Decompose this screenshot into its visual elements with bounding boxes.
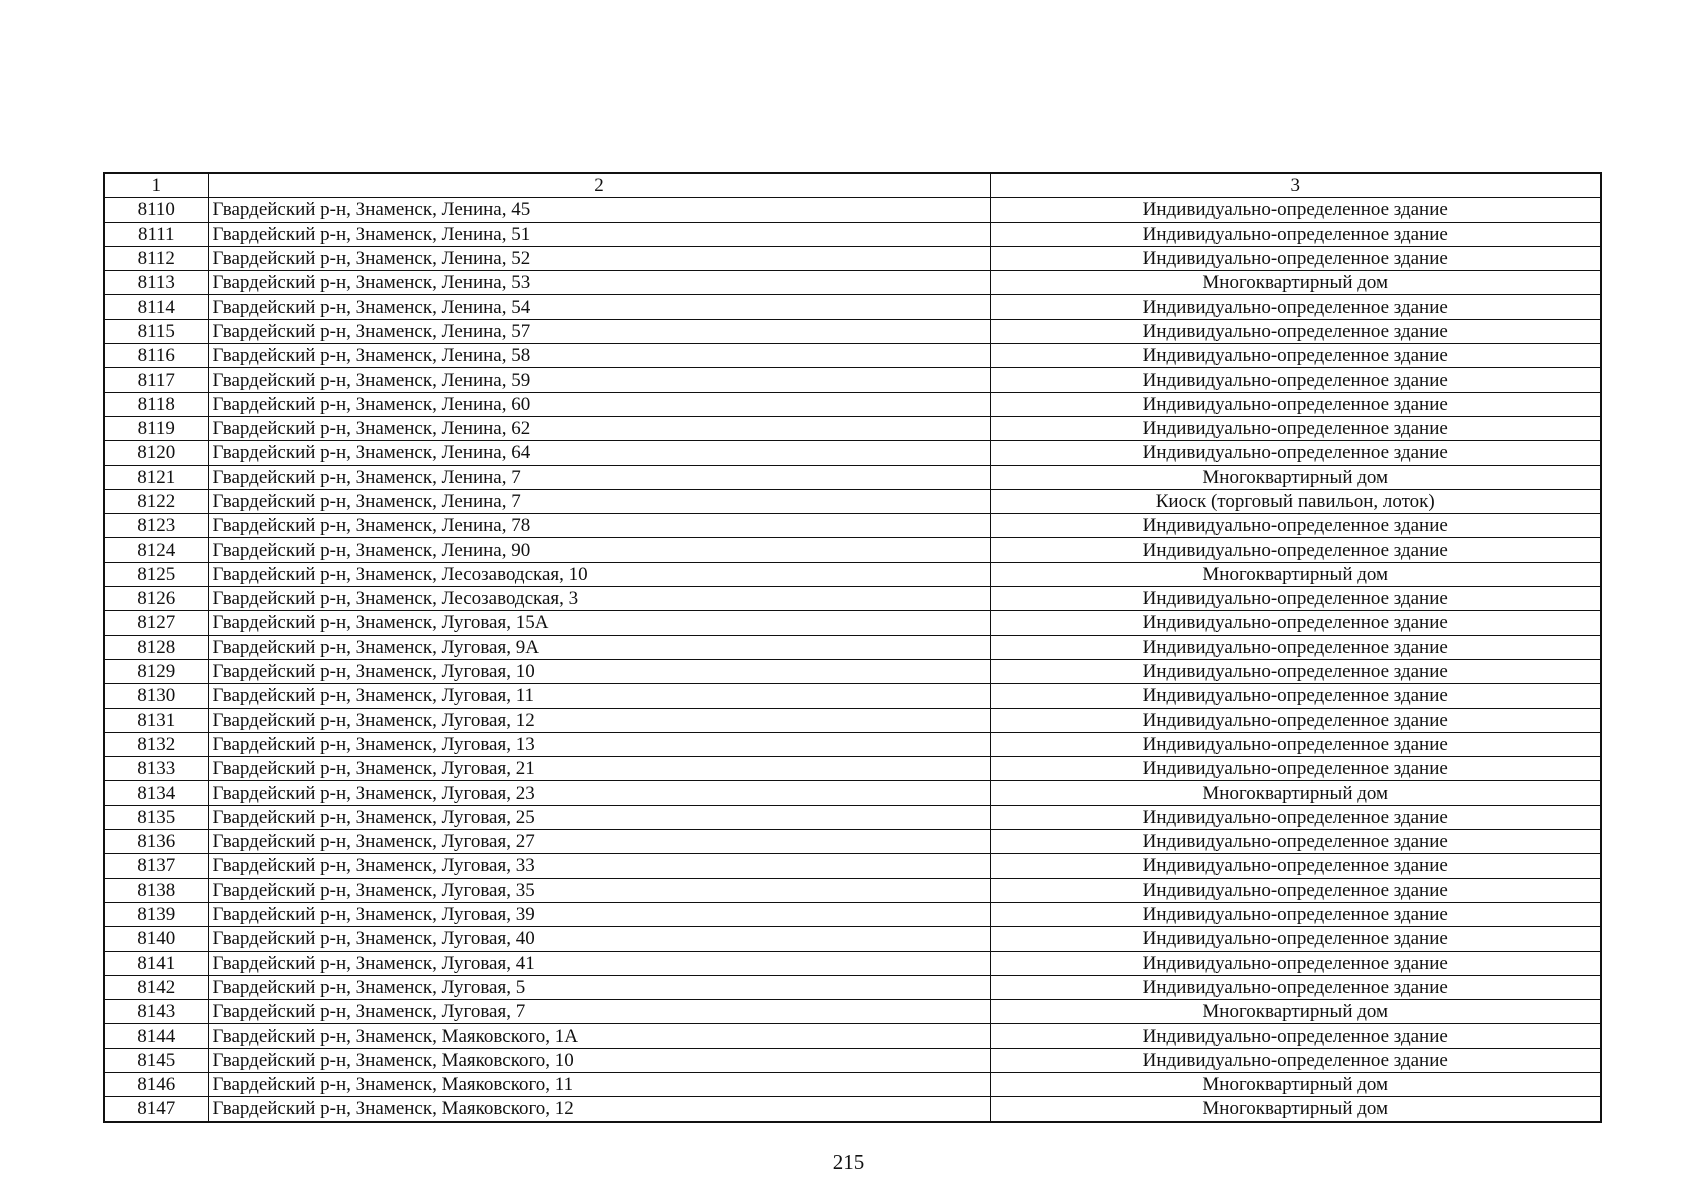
object-type-cell: Индивидуально-определенное здание [990,927,1601,951]
address-cell: Гвардейский р-н, Знаменск, Ленина, 53 [208,271,990,295]
object-type-cell: Индивидуально-определенное здание [990,975,1601,999]
address-cell: Гвардейский р-н, Знаменск, Ленина, 54 [208,295,990,319]
row-number-cell: 8121 [104,465,208,489]
table-row [104,1024,1601,1048]
row-number-cell: 8119 [104,416,208,440]
address-cell: Гвардейский р-н, Знаменск, Ленина, 58 [208,344,990,368]
address-cell: Гвардейский р-н, Знаменск, Луговая, 27 [208,830,990,854]
column-header-2: 2 [208,173,990,198]
table-row [104,587,1601,611]
row-number-cell: 8115 [104,319,208,343]
row-number-cell: 8144 [104,1024,208,1048]
row-number-cell: 8116 [104,344,208,368]
property-table [103,172,1602,1123]
row-number-cell: 8137 [104,854,208,878]
address-cell: Гвардейский р-н, Знаменск, Ленина, 60 [208,392,990,416]
table-row [104,538,1601,562]
address-cell: Гвардейский р-н, Знаменск, Луговая, 25 [208,805,990,829]
object-type-cell: Индивидуально-определенное здание [990,246,1601,270]
row-number-cell: 8136 [104,830,208,854]
row-number-cell: 8125 [104,562,208,586]
address-cell: Гвардейский р-н, Знаменск, Луговая, 21 [208,757,990,781]
row-number-cell: 8128 [104,635,208,659]
object-type-cell: Индивидуально-определенное здание [990,587,1601,611]
address-cell: Гвардейский р-н, Знаменск, Луговая, 41 [208,951,990,975]
table-row [104,635,1601,659]
object-type-cell: Индивидуально-определенное здание [990,344,1601,368]
address-cell: Гвардейский р-н, Знаменск, Ленина, 57 [208,319,990,343]
object-type-cell: Киоск (торговый павильон, лоток) [990,489,1601,513]
row-number-cell: 8133 [104,757,208,781]
table-header-row [104,173,1601,198]
object-type-cell: Индивидуально-определенное здание [990,805,1601,829]
object-type-cell: Индивидуально-определенное здание [990,1024,1601,1048]
row-number-cell: 8112 [104,246,208,270]
row-number-cell: 8138 [104,878,208,902]
object-type-cell: Многоквартирный дом [990,465,1601,489]
row-number-cell: 8127 [104,611,208,635]
object-type-cell: Индивидуально-определенное здание [990,416,1601,440]
row-number-cell: 8114 [104,295,208,319]
object-type-cell: Многоквартирный дом [990,562,1601,586]
row-number-cell: 8147 [104,1097,208,1122]
table-row [104,441,1601,465]
table-row [104,1048,1601,1072]
table-row [104,1000,1601,1024]
address-cell: Гвардейский р-н, Знаменск, Луговая, 5 [208,975,990,999]
address-cell: Гвардейский р-н, Знаменск, Луговая, 40 [208,927,990,951]
table-row [104,830,1601,854]
table-row [104,1097,1601,1122]
address-cell: Гвардейский р-н, Знаменск, Ленина, 51 [208,222,990,246]
row-number-cell: 8129 [104,659,208,683]
table-row [104,222,1601,246]
table-row [104,781,1601,805]
row-number-cell: 8124 [104,538,208,562]
table-row [104,975,1601,999]
object-type-cell: Индивидуально-определенное здание [990,878,1601,902]
row-number-cell: 8110 [104,198,208,222]
address-cell: Гвардейский р-н, Знаменск, Маяковского, 10 [208,1048,990,1072]
table-row [104,465,1601,489]
object-type-cell: Многоквартирный дом [990,271,1601,295]
object-type-cell: Индивидуально-определенное здание [990,441,1601,465]
object-type-cell: Индивидуально-определенное здание [990,368,1601,392]
address-cell: Гвардейский р-н, Знаменск, Ленина, 64 [208,441,990,465]
table-row [104,684,1601,708]
address-cell: Гвардейский р-н, Знаменск, Луговая, 33 [208,854,990,878]
address-cell: Гвардейский р-н, Знаменск, Луговая, 15А [208,611,990,635]
row-number-cell: 8131 [104,708,208,732]
object-type-cell: Индивидуально-определенное здание [990,295,1601,319]
address-cell: Гвардейский р-н, Знаменск, Ленина, 45 [208,198,990,222]
address-cell: Гвардейский р-н, Знаменск, Луговая, 12 [208,708,990,732]
address-cell: Гвардейский р-н, Знаменск, Луговая, 23 [208,781,990,805]
object-type-cell: Индивидуально-определенное здание [990,732,1601,756]
object-type-cell: Многоквартирный дом [990,1097,1601,1122]
object-type-cell: Индивидуально-определенное здание [990,319,1601,343]
table-row [104,1072,1601,1096]
row-number-cell: 8135 [104,805,208,829]
table-row [104,271,1601,295]
table-row [104,951,1601,975]
object-type-cell: Индивидуально-определенное здание [990,951,1601,975]
object-type-cell: Индивидуально-определенное здание [990,635,1601,659]
address-cell: Гвардейский р-н, Знаменск, Маяковского, 12 [208,1097,990,1122]
row-number-cell: 8122 [104,489,208,513]
address-cell: Гвардейский р-н, Знаменск, Луговая, 13 [208,732,990,756]
row-number-cell: 8120 [104,441,208,465]
address-cell: Гвардейский р-н, Знаменск, Ленина, 7 [208,465,990,489]
table-row [104,368,1601,392]
table-row [104,514,1601,538]
row-number-cell: 8130 [104,684,208,708]
row-number-cell: 8134 [104,781,208,805]
row-number-cell: 8146 [104,1072,208,1096]
table-row [104,805,1601,829]
address-cell: Гвардейский р-н, Знаменск, Луговая, 35 [208,878,990,902]
row-number-cell: 8139 [104,902,208,926]
address-cell: Гвардейский р-н, Знаменск, Ленина, 59 [208,368,990,392]
table-row [104,732,1601,756]
object-type-cell: Индивидуально-определенное здание [990,222,1601,246]
address-cell: Гвардейский р-н, Знаменск, Ленина, 90 [208,538,990,562]
row-number-cell: 8143 [104,1000,208,1024]
table-row [104,198,1601,222]
address-cell: Гвардейский р-н, Знаменск, Ленина, 62 [208,416,990,440]
table-row [104,246,1601,270]
table-row [104,659,1601,683]
row-number-cell: 8142 [104,975,208,999]
object-type-cell: Индивидуально-определенное здание [990,684,1601,708]
table-row [104,489,1601,513]
object-type-cell: Многоквартирный дом [990,1072,1601,1096]
object-type-cell: Индивидуально-определенное здание [990,757,1601,781]
table-row [104,708,1601,732]
table-row [104,854,1601,878]
column-header-3: 3 [990,173,1601,198]
row-number-cell: 8126 [104,587,208,611]
table-row [104,757,1601,781]
table-row [104,295,1601,319]
row-number-cell: 8140 [104,927,208,951]
object-type-cell: Индивидуально-определенное здание [990,708,1601,732]
object-type-cell: Индивидуально-определенное здание [990,538,1601,562]
address-cell: Гвардейский р-н, Знаменск, Ленина, 78 [208,514,990,538]
object-type-cell: Индивидуально-определенное здание [990,902,1601,926]
table-body [104,198,1601,1122]
table-row [104,927,1601,951]
row-number-cell: 8145 [104,1048,208,1072]
row-number-cell: 8117 [104,368,208,392]
object-type-cell: Индивидуально-определенное здание [990,392,1601,416]
column-header-1: 1 [104,173,208,198]
object-type-cell: Многоквартирный дом [990,781,1601,805]
object-type-cell: Индивидуально-определенное здание [990,514,1601,538]
row-number-cell: 8111 [104,222,208,246]
page-number: 215 [832,1150,865,1174]
row-number-cell: 8132 [104,732,208,756]
table-row [104,344,1601,368]
table-row [104,416,1601,440]
address-cell: Гвардейский р-н, Знаменск, Луговая, 39 [208,902,990,926]
address-cell: Гвардейский р-н, Знаменск, Маяковского, 11 [208,1072,990,1096]
row-number-cell: 8141 [104,951,208,975]
table-row [104,611,1601,635]
object-type-cell: Индивидуально-определенное здание [990,1048,1601,1072]
address-cell: Гвардейский р-н, Знаменск, Лесозаводская, 3 [208,587,990,611]
table-row [104,902,1601,926]
row-number-cell: 8123 [104,514,208,538]
object-type-cell: Индивидуально-определенное здание [990,611,1601,635]
object-type-cell: Индивидуально-определенное здание [990,659,1601,683]
table-row [104,562,1601,586]
row-number-cell: 8113 [104,271,208,295]
row-number-cell: 8118 [104,392,208,416]
address-cell: Гвардейский р-н, Знаменск, Луговая, 9А [208,635,990,659]
address-cell: Гвардейский р-н, Знаменск, Маяковского, 1А [208,1024,990,1048]
table-row [104,878,1601,902]
object-type-cell: Индивидуально-определенное здание [990,854,1601,878]
address-cell: Гвардейский р-н, Знаменск, Ленина, 52 [208,246,990,270]
object-type-cell: Индивидуально-определенное здание [990,198,1601,222]
address-cell: Гвардейский р-н, Знаменск, Луговая, 10 [208,659,990,683]
address-cell: Гвардейский р-н, Знаменск, Лесозаводская, 10 [208,562,990,586]
address-cell: Гвардейский р-н, Знаменск, Луговая, 11 [208,684,990,708]
address-cell: Гвардейский р-н, Знаменск, Ленина, 7 [208,489,990,513]
table-row [104,392,1601,416]
table-row [104,319,1601,343]
object-type-cell: Индивидуально-определенное здание [990,830,1601,854]
address-cell: Гвардейский р-н, Знаменск, Луговая, 7 [208,1000,990,1024]
object-type-cell: Многоквартирный дом [990,1000,1601,1024]
